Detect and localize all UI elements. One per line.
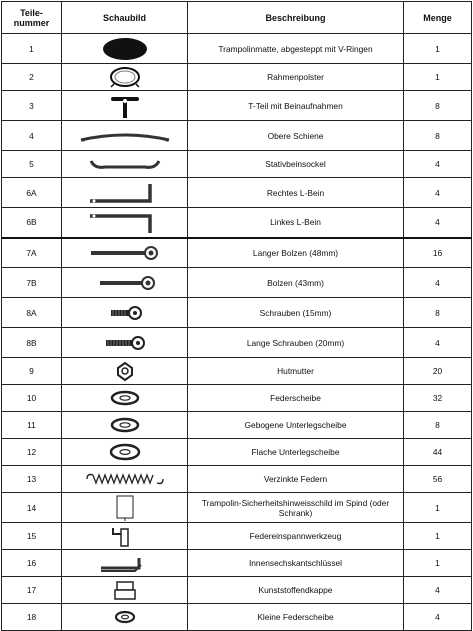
part-number: 9: [2, 358, 62, 385]
part-number: 6A: [2, 178, 62, 208]
t-piece-icon: [105, 92, 145, 120]
part-quantity: 4: [404, 604, 472, 631]
part-image: [62, 550, 188, 577]
part-description: Langer Bolzen (48mm): [188, 238, 404, 268]
leg-base-icon: [85, 155, 165, 173]
small-spring-washer-icon: [110, 608, 140, 626]
part-image: [62, 385, 188, 412]
long-screw-icon: [100, 335, 150, 351]
table-row: [2, 208, 472, 238]
part-number: 1: [2, 34, 62, 64]
table-row: [2, 34, 472, 64]
part-image: [62, 466, 188, 493]
table-row: [2, 121, 472, 151]
frame-pad-icon: [105, 65, 145, 89]
table-row: [2, 64, 472, 91]
part-number: 4: [2, 121, 62, 151]
table-header-row: [2, 2, 472, 34]
header-image: Schaubild: [62, 2, 188, 34]
table-row: [2, 328, 472, 358]
part-image: [62, 238, 188, 268]
part-image: [62, 328, 188, 358]
part-number: 7A: [2, 238, 62, 268]
top-rail-icon: [77, 128, 173, 144]
part-description: Linkes L-Bein: [188, 208, 404, 238]
part-description: Federeinspannwerkzeug: [188, 523, 404, 550]
part-image: [62, 208, 188, 238]
part-number: 8B: [2, 328, 62, 358]
part-quantity: 4: [404, 151, 472, 178]
part-image: [62, 412, 188, 439]
part-image: [62, 268, 188, 298]
table-row: [2, 493, 472, 523]
part-number: 17: [2, 577, 62, 604]
part-description: Kleine Federscheibe: [188, 604, 404, 631]
table-row: [2, 298, 472, 328]
part-quantity: 4: [404, 208, 472, 238]
part-image: [62, 178, 188, 208]
flat-washer-icon: [105, 442, 145, 462]
part-description: T-Teil mit Beinaufnahmen: [188, 91, 404, 121]
long-bolt-icon: [85, 245, 165, 261]
part-quantity: 4: [404, 328, 472, 358]
part-description: Hutmutter: [188, 358, 404, 385]
part-number: 13: [2, 466, 62, 493]
table-row: [2, 358, 472, 385]
part-number: 16: [2, 550, 62, 577]
table-row: [2, 412, 472, 439]
part-description: Rechtes L-Bein: [188, 178, 404, 208]
table-row: [2, 268, 472, 298]
part-description: Flache Unterlegscheibe: [188, 439, 404, 466]
part-number: 2: [2, 64, 62, 91]
table-row: [2, 439, 472, 466]
part-description: Obere Schiene: [188, 121, 404, 151]
part-description: Stativbeinsockel: [188, 151, 404, 178]
right-l-leg-icon: [80, 179, 170, 207]
parts-table: [1, 1, 472, 631]
part-description: Trampolinmatte, abgesteppt mit V-Ringen: [188, 34, 404, 64]
part-description: Bolzen (43mm): [188, 268, 404, 298]
part-number: 18: [2, 604, 62, 631]
table-row: [2, 523, 472, 550]
part-image: [62, 439, 188, 466]
table-row: [2, 550, 472, 577]
part-number: 14: [2, 493, 62, 523]
part-number: 7B: [2, 268, 62, 298]
table-row: [2, 577, 472, 604]
part-quantity: 16: [404, 238, 472, 268]
part-quantity: 1: [404, 523, 472, 550]
table-row: [2, 466, 472, 493]
part-image: [62, 34, 188, 64]
bolt-icon: [90, 275, 160, 291]
header-description: Beschreibung: [188, 2, 404, 34]
part-description: Federscheibe: [188, 385, 404, 412]
part-description: Rahmenpolster: [188, 64, 404, 91]
table-row: [2, 151, 472, 178]
part-quantity: 1: [404, 64, 472, 91]
part-image: [62, 604, 188, 631]
table-row: [2, 238, 472, 268]
part-quantity: 1: [404, 550, 472, 577]
plastic-end-cap-icon: [110, 578, 140, 602]
part-number: 8A: [2, 298, 62, 328]
spring-washer-icon: [105, 389, 145, 407]
spring-puller-icon: [107, 524, 143, 548]
table-row: [2, 604, 472, 631]
header-part-number: Teile- nummer: [2, 2, 62, 34]
part-number: 3: [2, 91, 62, 121]
part-number: 15: [2, 523, 62, 550]
spring-icon: [83, 470, 167, 488]
left-l-leg-icon: [80, 208, 170, 236]
table-row: [2, 178, 472, 208]
part-image: [62, 298, 188, 328]
hex-key-icon: [95, 552, 155, 574]
part-quantity: 20: [404, 358, 472, 385]
part-quantity: 1: [404, 493, 472, 523]
part-number: 11: [2, 412, 62, 439]
part-description: Trampolin-Sicherheitshinweisschild im Spind (oder Schrank): [188, 493, 404, 523]
part-quantity: 8: [404, 121, 472, 151]
part-description: Lange Schrauben (20mm): [188, 328, 404, 358]
part-quantity: 4: [404, 178, 472, 208]
part-number: 10: [2, 385, 62, 412]
safety-sign-icon: [113, 494, 137, 522]
part-quantity: 4: [404, 268, 472, 298]
part-quantity: 1: [404, 34, 472, 64]
trampoline-mat-icon: [100, 36, 150, 62]
part-description: Verzinkte Federn: [188, 466, 404, 493]
part-quantity: 8: [404, 298, 472, 328]
part-description: Kunststoffendkappe: [188, 577, 404, 604]
table-row: [2, 385, 472, 412]
part-image: [62, 493, 188, 523]
part-image: [62, 91, 188, 121]
part-quantity: 8: [404, 91, 472, 121]
part-image: [62, 358, 188, 385]
part-description: Gebogene Unterlegscheibe: [188, 412, 404, 439]
table-row: [2, 91, 472, 121]
part-quantity: 8: [404, 412, 472, 439]
part-quantity: 56: [404, 466, 472, 493]
part-quantity: 44: [404, 439, 472, 466]
part-description: Schrauben (15mm): [188, 298, 404, 328]
part-number: 6B: [2, 208, 62, 238]
curved-washer-icon: [105, 416, 145, 434]
part-image: [62, 523, 188, 550]
part-number: 12: [2, 439, 62, 466]
part-description: Innensechskantschlüssel: [188, 550, 404, 577]
part-quantity: 4: [404, 577, 472, 604]
cap-nut-icon: [113, 360, 137, 382]
part-number: 5: [2, 151, 62, 178]
part-image: [62, 577, 188, 604]
screw-icon: [103, 305, 147, 321]
part-image: [62, 64, 188, 91]
part-image: [62, 151, 188, 178]
header-quantity: Menge: [404, 2, 472, 34]
part-quantity: 32: [404, 385, 472, 412]
part-image: [62, 121, 188, 151]
